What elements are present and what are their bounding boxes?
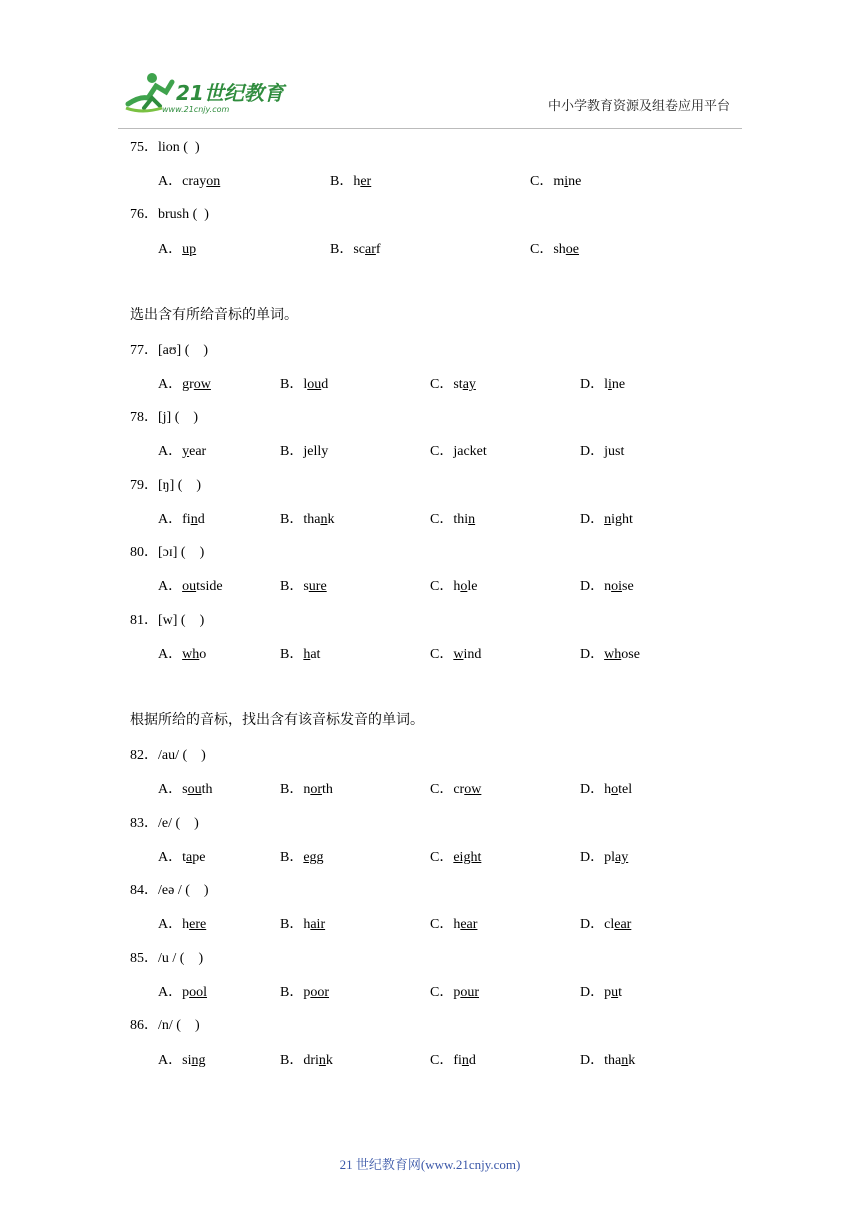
answer-option[interactable]	[280, 781, 333, 799]
word-part: fi	[182, 512, 191, 527]
question-stem: 78．[j] ( )	[130, 410, 199, 425]
answer-option[interactable]	[580, 578, 634, 596]
word-part: m	[553, 174, 565, 189]
word-part: p	[453, 985, 461, 1000]
answer-option[interactable]	[158, 849, 205, 867]
answer-option[interactable]	[430, 443, 487, 461]
option-letter: D．	[580, 1053, 605, 1068]
question-stem: 86．/n/ ( )	[130, 1018, 200, 1033]
underlined-letters: n	[320, 512, 328, 527]
answer-option[interactable]	[580, 984, 622, 1002]
underlined-letters: u	[611, 985, 619, 1000]
option-letter: D．	[580, 512, 605, 527]
word-part: tha	[604, 1053, 622, 1068]
option-letter: B．	[280, 985, 304, 1000]
option-letter: D．	[580, 985, 605, 1000]
word-part: k	[628, 1053, 636, 1068]
word-part: k	[325, 1053, 333, 1068]
word-part: sh	[553, 242, 566, 257]
option-letter: D．	[580, 917, 605, 932]
underlined-letters: n	[318, 1053, 326, 1068]
question-stem: 81．[w] ( )	[130, 613, 205, 628]
word-part: d	[468, 1053, 476, 1068]
answer-option[interactable]	[430, 578, 477, 596]
option-letter: B．	[280, 579, 304, 594]
word-part: dri	[303, 1053, 319, 1068]
underlined-letters: h	[303, 647, 311, 662]
answer-option[interactable]	[430, 984, 479, 1002]
word-part: p	[604, 985, 612, 1000]
underlined-letters: n	[604, 512, 612, 527]
option-letter: A．	[158, 1053, 183, 1068]
option-letter: B．	[280, 377, 304, 392]
word-part: ne	[568, 174, 582, 189]
option-letter: C．	[430, 917, 454, 932]
word-part: st	[453, 377, 463, 392]
question-stem: 77．[aʊ] ( )	[130, 343, 209, 358]
answer-option[interactable]	[280, 578, 327, 596]
word-part: n	[303, 782, 311, 797]
answer-option[interactable]	[430, 916, 477, 934]
svg-text:www.21cnjy.com: www.21cnjy.com	[162, 105, 230, 114]
underlined-letters: eight	[453, 850, 482, 865]
option-letter: C．	[430, 782, 454, 797]
option-letter: A．	[158, 782, 183, 797]
answer-option[interactable]	[280, 849, 324, 867]
option-letter: D．	[580, 850, 605, 865]
option-letter: B．	[330, 174, 354, 189]
word-part: cr	[453, 782, 465, 797]
word-part: ight	[611, 512, 633, 527]
option-letter: C．	[430, 579, 454, 594]
word-part: h	[182, 917, 190, 932]
underlined-letters: wh	[182, 647, 200, 662]
option-letter: C．	[430, 1053, 454, 1068]
answer-option[interactable]	[158, 646, 206, 664]
word-part: tel	[618, 782, 633, 797]
option-letter: C．	[430, 512, 454, 527]
answer-option[interactable]	[430, 1052, 476, 1070]
answer-option[interactable]	[280, 646, 320, 664]
option-letter: C．	[430, 850, 454, 865]
word-part: acket	[457, 444, 487, 459]
option-letter: D．	[580, 782, 605, 797]
option-letter: B．	[280, 647, 304, 662]
question-stem: 76．brush ( )	[130, 207, 209, 222]
option-letter: B．	[330, 242, 354, 257]
underlined-letters: a	[186, 850, 193, 865]
option-letter: B．	[280, 1053, 304, 1068]
answer-option[interactable]	[158, 443, 206, 461]
underlined-letters: n	[468, 512, 476, 527]
underlined-letters: ng	[191, 1053, 206, 1068]
answer-option[interactable]	[158, 781, 212, 799]
underlined-letters: egg	[303, 850, 324, 865]
question-stem: 80．[ɔɪ] ( )	[130, 545, 205, 560]
answer-option[interactable]	[580, 511, 633, 529]
answer-option[interactable]	[580, 646, 640, 664]
word-part: th	[201, 782, 213, 797]
underlined-letters: n	[621, 1053, 629, 1068]
word-part: ind	[463, 647, 482, 662]
underlined-letters: y	[182, 444, 190, 459]
option-letter: B．	[280, 444, 304, 459]
word-part: ust	[608, 444, 625, 459]
underlined-letters: oi	[611, 579, 623, 594]
underlined-letters: ay	[462, 377, 476, 392]
word-part: l	[604, 377, 609, 392]
option-letter: C．	[430, 377, 454, 392]
option-letter: A．	[158, 579, 183, 594]
question-stem: 85．/u / ( )	[130, 951, 204, 966]
word-part: s	[303, 579, 309, 594]
word-part: s	[182, 782, 188, 797]
option-letter: C．	[430, 444, 454, 459]
word-part: elly	[307, 444, 329, 459]
word-part: t	[618, 985, 623, 1000]
underlined-letters: wh	[604, 647, 622, 662]
option-letter: D．	[580, 647, 605, 662]
answer-option[interactable]	[580, 916, 631, 934]
word-part: p	[303, 985, 311, 1000]
answer-option[interactable]	[280, 1052, 333, 1070]
answer-option[interactable]	[430, 849, 481, 867]
option-letter: D．	[580, 444, 605, 459]
word-part: pl	[604, 850, 616, 865]
option-letter: A．	[158, 242, 183, 257]
word-part: h	[604, 782, 612, 797]
option-letter: A．	[158, 377, 183, 392]
word-part: p	[182, 985, 190, 1000]
word-part: sc	[353, 242, 366, 257]
word-part: l	[303, 377, 308, 392]
answer-option[interactable]	[158, 578, 223, 596]
underlined-letters: ar	[365, 242, 376, 257]
answer-option[interactable]	[280, 511, 334, 529]
word-part: h	[453, 579, 461, 594]
answer-option[interactable]	[330, 173, 371, 191]
word-part: pe	[192, 850, 206, 865]
option-letter: B．	[280, 512, 304, 527]
underlined-letters: ure	[308, 579, 327, 594]
option-letter: D．	[580, 579, 605, 594]
word-part: tha	[303, 512, 321, 527]
underlined-letters: on	[206, 174, 221, 189]
word-part: le	[467, 579, 478, 594]
answer-option[interactable]	[280, 443, 328, 461]
answer-option[interactable]	[280, 376, 328, 394]
question-stem: 79．[ŋ] ( )	[130, 478, 202, 493]
word-part: h	[353, 174, 361, 189]
word-part: gr	[182, 377, 194, 392]
underlined-letters: n	[461, 1053, 469, 1068]
answer-option[interactable]	[158, 173, 220, 191]
answer-option[interactable]	[430, 511, 475, 529]
answer-option[interactable]	[580, 849, 628, 867]
word-part: fi	[453, 1053, 462, 1068]
question-stem: 82．/au/ ( )	[130, 748, 206, 763]
answer-option[interactable]	[158, 511, 205, 529]
underlined-letters: oe	[565, 242, 580, 257]
option-letter: C．	[530, 174, 554, 189]
answer-option[interactable]	[280, 984, 329, 1002]
answer-option[interactable]	[530, 241, 579, 259]
underlined-letters: o	[460, 579, 468, 594]
option-letter: A．	[158, 850, 183, 865]
underlined-letters: ay	[615, 850, 629, 865]
question-stem: 84．/eə / ( )	[130, 883, 209, 898]
answer-option[interactable]	[280, 916, 325, 934]
word-part: t	[182, 850, 187, 865]
word-part: d	[197, 512, 205, 527]
answer-option[interactable]	[430, 646, 481, 664]
svg-text:21世纪教育: 21世纪教育	[176, 81, 284, 105]
section-instruction: 选出含有所给音标的单词。	[130, 308, 298, 323]
question-stem: 83．/e/ ( )	[130, 816, 199, 831]
answer-option[interactable]	[580, 781, 632, 799]
header-platform-text: 中小学教育资源及组卷应用平台	[548, 98, 731, 113]
answer-option[interactable]	[158, 241, 196, 259]
option-letter: A．	[158, 512, 183, 527]
underlined-letters: oor	[310, 985, 330, 1000]
answer-option[interactable]	[530, 173, 581, 191]
option-letter: A．	[158, 917, 183, 932]
answer-option[interactable]	[158, 916, 206, 934]
word-part: ear	[189, 444, 207, 459]
underlined-letters: ear	[460, 917, 478, 932]
answer-option[interactable]	[580, 1052, 635, 1070]
answer-option[interactable]	[330, 241, 381, 259]
underlined-letters: ear	[614, 917, 632, 932]
word-part: si	[182, 1053, 192, 1068]
underlined-letters: i	[608, 377, 612, 392]
underlined-letters: o	[611, 782, 619, 797]
footer-text: 21 世纪教育网(www.21cnjy.com)	[339, 1157, 521, 1172]
underlined-letters: ere	[189, 917, 207, 932]
word-part: f	[375, 242, 381, 257]
underlined-letters: ou	[307, 377, 322, 392]
underlined-letters: ow	[464, 782, 482, 797]
word-part: th	[322, 782, 333, 797]
underlined-letters: i	[564, 174, 569, 189]
word-part: ne	[611, 377, 626, 392]
underlined-letters: w	[453, 647, 464, 662]
underlined-letters: ou	[187, 782, 202, 797]
answer-option[interactable]	[158, 984, 207, 1002]
answer-option[interactable]	[158, 376, 211, 394]
word-part: d	[321, 377, 329, 392]
answer-option[interactable]	[158, 1052, 205, 1070]
answer-option[interactable]	[580, 376, 625, 394]
word-part: h	[303, 917, 311, 932]
option-letter: C．	[530, 242, 554, 257]
option-letter: C．	[430, 985, 454, 1000]
word-part: cray	[182, 174, 207, 189]
word-part: cl	[604, 917, 615, 932]
option-letter: A．	[158, 174, 183, 189]
underlined-letters: j	[604, 444, 609, 459]
word-part: se	[622, 579, 634, 594]
underlined-letters: or	[310, 782, 323, 797]
site-logo	[122, 68, 292, 116]
underlined-letters: er	[360, 174, 372, 189]
question-stem: 75．lion ( )	[130, 140, 200, 155]
header-divider	[118, 128, 742, 129]
underlined-letters: j	[453, 444, 458, 459]
word-part: k	[327, 512, 335, 527]
underlined-letters: j	[303, 444, 308, 459]
section-instruction: 根据所给的音标，找出含有该音标发音的单词。	[130, 713, 424, 728]
option-letter: C．	[430, 647, 454, 662]
option-letter: B．	[280, 850, 304, 865]
word-part: o	[199, 647, 207, 662]
option-letter: A．	[158, 985, 183, 1000]
underlined-letters: our	[460, 985, 480, 1000]
word-part: thi	[453, 512, 469, 527]
option-letter: A．	[158, 444, 183, 459]
underlined-letters: ool	[189, 985, 208, 1000]
underlined-letters: n	[190, 512, 198, 527]
underlined-letters: up	[182, 242, 197, 257]
answer-option[interactable]	[430, 376, 476, 394]
word-part: h	[453, 917, 461, 932]
word-part: tside	[196, 579, 223, 594]
option-letter: B．	[280, 917, 304, 932]
answer-option[interactable]	[580, 443, 624, 461]
answer-option[interactable]	[430, 781, 481, 799]
option-letter: A．	[158, 647, 183, 662]
option-letter: D．	[580, 377, 605, 392]
runner-logo-icon	[122, 68, 292, 116]
word-part: ose	[621, 647, 640, 662]
word-part: n	[604, 579, 612, 594]
option-letter: B．	[280, 782, 304, 797]
underlined-letters: ou	[182, 579, 197, 594]
underlined-letters: ow	[193, 377, 211, 392]
underlined-letters: air	[310, 917, 326, 932]
word-part: at	[310, 647, 321, 662]
